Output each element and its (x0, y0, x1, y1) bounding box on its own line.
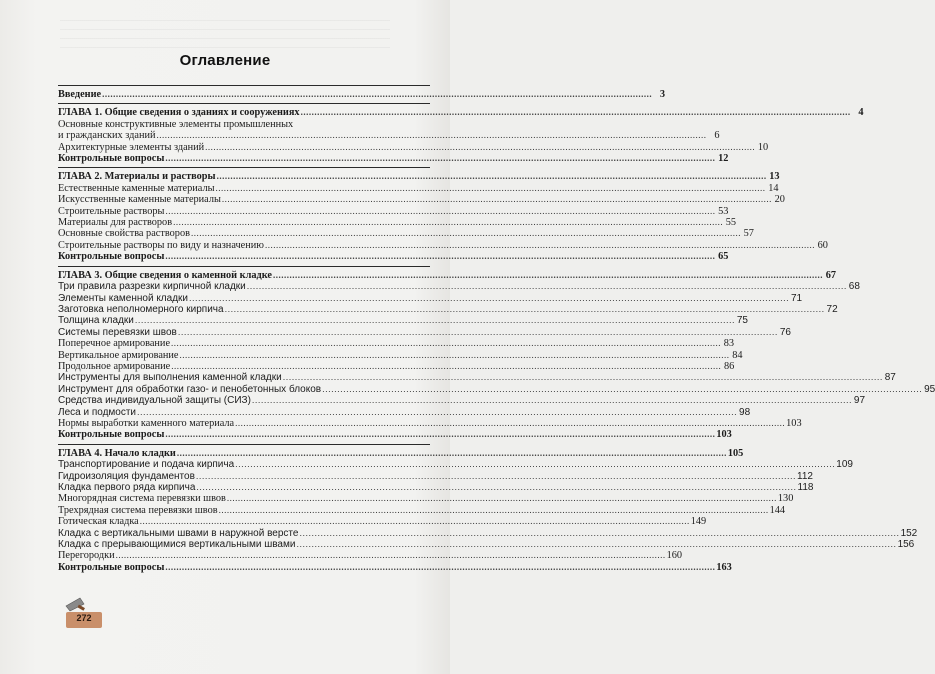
toc-entry-page: 14 (768, 182, 779, 194)
table-of-contents (58, 82, 935, 573)
leader-dots: ........................................................................................................................................................................................................ (165, 429, 716, 440)
toc-entry-text: Контрольные вопросы (58, 251, 165, 263)
toc-entry[interactable] (58, 194, 785, 206)
toc-entry-text: Поперечное армирование (58, 338, 171, 350)
toc-entry-page: 105 (727, 447, 744, 459)
leader-dots: ........................................................................................................................................................................................................ (171, 360, 722, 371)
page-number-text: 272 (76, 613, 92, 623)
toc-entry-page: 55 (725, 217, 737, 229)
leader-dots: ........................................................................................................................................................................................................ (177, 326, 778, 337)
leader-dots: ........................................................................................................................................................................................................ (134, 315, 735, 326)
toc-entry-page: 103 (786, 417, 802, 429)
toc-entry-text: Введение (58, 89, 102, 100)
toc-entry-page: 149 (690, 516, 707, 528)
toc-entry-text: Готическая кладка (58, 516, 139, 528)
leader-dots: ........................................................................................................................................................................................................ (115, 550, 666, 561)
page-title: Оглавление (179, 52, 271, 69)
toc-entry-text: и гражданских зданий (58, 130, 156, 142)
leader-dots: ........................................................................................................................................................................................................ (215, 182, 766, 193)
leader-dots: ........................................................................................................................................................................................................ (205, 141, 756, 152)
bleed-through-text (60, 18, 390, 48)
section-divider (58, 85, 430, 86)
leader-dots: ........................................................................................................................................................................................................ (235, 417, 786, 428)
leader-dots: ........................................................................................................................................................................................................ (137, 406, 738, 417)
toc-entry-page: 160 (666, 550, 683, 562)
toc-entry[interactable] (58, 171, 780, 183)
toc-entry[interactable] (58, 417, 802, 429)
toc-entry-text: Системы перевязки швов (58, 326, 177, 338)
toc-entry-text: Инструмент для обработки газо- и пенобетонных блоков (58, 383, 322, 395)
toc-entry[interactable] (58, 107, 864, 119)
toc-entry-text: Контрольные вопросы (58, 153, 165, 165)
leader-dots: ........................................................................................................................................................................................................ (282, 372, 883, 383)
toc-entry-page: 87 (884, 372, 896, 384)
leader-dots: ........................................................................................................................................................................................................ (165, 251, 716, 262)
toc-entry[interactable] (58, 516, 707, 528)
leader-dots: ........................................................................................................................................................................................................ (246, 281, 847, 292)
toc-entry-page: 156 (897, 539, 915, 551)
leader-dots: ........................................................................................................................................................................................................ (251, 395, 853, 406)
toc-entry-text: Архитектурные элементы зданий (58, 141, 205, 153)
toc-entry-text: Искусственные каменные материалы (58, 194, 221, 206)
toc-entry-page: 57 (743, 228, 754, 240)
toc-entry-page: 71 (790, 292, 803, 304)
toc-entry-text: Кладка первого ряда кирпича (58, 482, 196, 493)
toc-entry[interactable] (58, 89, 666, 100)
toc-entry-page: 3 (659, 89, 666, 100)
toc-entry-text: Строительные растворы по виду и назначению (58, 239, 264, 251)
toc-entry-page: 6 (714, 130, 720, 142)
leader-dots: ........................................................................................................................................................................................................ (296, 539, 897, 550)
section-divider (58, 444, 430, 445)
toc-entry-text: Нормы выработки каменного материала (58, 417, 235, 429)
toc-entry[interactable] (58, 303, 838, 315)
toc-entry[interactable] (58, 406, 751, 418)
leader-dots: ........................................................................................................................................................................................................ (226, 493, 777, 504)
toc-entry-page: 97 (853, 395, 866, 407)
toc-entry-text: Три правила разрезки кирпичной кладки (58, 281, 246, 293)
toc-entry[interactable] (58, 349, 743, 361)
toc-entry-text: Элементы каменной кладки (58, 292, 188, 304)
toc-entry-text: Инструменты для выполнения каменной кладки (58, 372, 282, 384)
toc-entry-page: 118 (797, 482, 814, 493)
toc-entry-text: Трехрядная система перевязки швов (58, 504, 218, 516)
toc-entry-page: 144 (769, 504, 786, 516)
leader-dots: ........................................................................................................................................................................................................ (299, 527, 900, 538)
toc-entry-text: Толщина кладки (58, 315, 134, 327)
toc-entry-text: Строительные растворы (58, 205, 165, 217)
toc-entry[interactable] (58, 292, 803, 304)
toc-entry[interactable] (58, 504, 786, 516)
toc-entry-text: Заготовка неполномерного кирпича (58, 303, 224, 315)
leader-dots: ........................................................................................................................................................................................................ (156, 130, 707, 141)
toc-entry[interactable] (58, 217, 737, 229)
toc-entry[interactable] (58, 281, 860, 293)
toc-entry-text: ГЛАВА 3. Общие сведения о каменной кладке (58, 269, 272, 281)
toc-entry[interactable] (58, 130, 720, 142)
toc-entry-text: Продольное армирование (58, 360, 171, 372)
toc-entry-page: 83 (723, 338, 735, 350)
leader-dots: ........................................................................................................................................................................................................ (195, 470, 796, 481)
toc-entry-page: 98 (739, 406, 751, 418)
toc-entry[interactable] (58, 539, 915, 551)
leader-dots: ........................................................................................................................................................................................................ (272, 269, 823, 280)
toc-entry-page: 130 (777, 493, 794, 505)
toc-entry-text: Леса и подмости (58, 406, 137, 418)
toc-entry[interactable] (58, 239, 828, 251)
toc-entry-page: 103 (716, 429, 732, 441)
toc-entry-page: 86 (723, 360, 735, 372)
toc-entry[interactable] (58, 429, 732, 441)
toc-entry-page: 68 (848, 281, 860, 293)
leader-dots: ........................................................................................................................................................................................................ (190, 228, 741, 239)
leader-dots: ........................................................................................................................................................................................................ (171, 338, 722, 349)
toc-entry[interactable] (58, 205, 729, 217)
toc-entry[interactable] (58, 326, 791, 338)
toc-entry[interactable] (58, 493, 794, 505)
toc-entry-page: 95 (924, 383, 935, 395)
leader-dots: ........................................................................................................................................................................................................ (221, 194, 772, 205)
toc-entry-text: Контрольные вопросы (58, 429, 165, 441)
toc-entry-text: Гидроизоляция фундаментов (58, 470, 195, 482)
toc-entry[interactable] (58, 395, 866, 407)
leader-dots: ........................................................................................................................................................................................................ (102, 89, 653, 99)
leader-dots: ........................................................................................................................................................................................................ (173, 217, 724, 228)
toc-entry[interactable] (58, 269, 836, 281)
toc-entry[interactable] (58, 182, 779, 194)
toc-entry-text: Кладка с вертикальными швами в наружной версте (58, 527, 299, 539)
toc-entry-text: ГЛАВА 1. Общие сведения о зданиях и сооружениях (58, 107, 300, 119)
toc-entry-text: Основные свойства растворов (58, 228, 190, 240)
toc-entry-page: 12 (718, 153, 729, 165)
toc-entry[interactable] (58, 470, 813, 482)
toc-entry-page: 20 (774, 194, 785, 206)
toc-entry-text: Перегородки (58, 550, 115, 562)
toc-entry-text: Многорядная система перевязки швов (58, 493, 226, 505)
leader-dots: ........................................................................................................................................................................................................ (264, 239, 815, 250)
toc-entry-page: 67 (825, 269, 836, 281)
leader-dots: ........................................................................................................................................................................................................ (139, 516, 690, 527)
page-number (62, 612, 106, 630)
toc-entry-page: 163 (716, 561, 732, 573)
leader-dots: ........................................................................................................................................................................................................ (179, 349, 730, 360)
toc-entry-page: 65 (718, 251, 729, 263)
leader-dots: ........................................................................................................................................................................................................ (165, 561, 716, 572)
toc-entry[interactable] (58, 251, 729, 263)
section-divider (58, 167, 430, 168)
toc-entry[interactable] (58, 550, 683, 562)
toc-entry-page: 72 (826, 303, 838, 315)
toc-entry-text: Основные конструктивные элементы промышленных (58, 118, 294, 130)
toc-entry[interactable] (58, 482, 814, 493)
toc-entry-page: 76 (779, 326, 791, 338)
toc-entry-text: ГЛАВА 4. Начало кладки (58, 447, 176, 459)
toc-entry-text: Кладка с прерывающимися вертикальными швами (58, 539, 296, 551)
toc-entry-text: Контрольные вопросы (58, 561, 165, 573)
toc-entry[interactable] (58, 228, 754, 240)
toc-entry[interactable] (58, 338, 735, 350)
toc-entry-text: Вертикальное армирование (58, 349, 179, 361)
toc-entry-page: 10 (757, 141, 769, 153)
leader-dots: ........................................................................................................................................................................................................ (165, 205, 716, 216)
leader-dots: ........................................................................................................................................................................................................ (224, 303, 825, 314)
toc-entry[interactable] (58, 141, 769, 153)
leader-dots: ........................................................................................................................................................................................................ (235, 459, 836, 470)
toc-entry-text: Естественные каменные материалы (58, 182, 215, 194)
toc-entry-text: Средства индивидуальной защиты (СИЗ) (58, 395, 251, 407)
toc-entry[interactable] (58, 153, 729, 165)
toc-entry-page: 112 (797, 470, 813, 482)
toc-entry[interactable] (58, 447, 744, 459)
toc-entry[interactable] (58, 315, 748, 327)
toc-entry-page: 84 (732, 349, 743, 361)
leader-dots: ........................................................................................................................................................................................................ (322, 383, 923, 394)
toc-entry-text: Материалы для растворов (58, 217, 173, 229)
leader-dots: ........................................................................................................................................................................................................ (216, 171, 767, 182)
toc-entry[interactable] (58, 372, 896, 384)
toc-entry-text: Транспортирование и подача кирпича (58, 459, 235, 471)
leader-dots: ........................................................................................................................................................................................................ (165, 153, 716, 164)
leader-dots: ........................................................................................................................................................................................................ (300, 107, 851, 118)
section-divider (58, 103, 430, 104)
toc-entry-page: 53 (718, 205, 729, 217)
toc-entry-page: 13 (769, 171, 780, 183)
toc-entry[interactable] (58, 527, 918, 539)
section-divider (58, 266, 430, 267)
toc-entry[interactable] (58, 561, 732, 573)
toc-entry-page: 75 (736, 315, 748, 327)
leader-dots: ........................................................................................................................................................................................................ (176, 447, 727, 458)
toc-entry-page: 152 (900, 527, 918, 539)
toc-entry[interactable] (58, 360, 735, 372)
leader-dots: ........................................................................................................................................................................................................ (189, 292, 790, 303)
toc-entry-page: 4 (858, 107, 864, 119)
toc-entry[interactable] (58, 459, 853, 471)
toc-entry-page: 109 (836, 459, 853, 471)
leader-dots: ........................................................................................................................................................................................................ (218, 504, 769, 515)
toc-entry[interactable] (58, 383, 935, 395)
leader-dots: ........................................................................................................................................................................................................ (196, 482, 797, 492)
toc-entry-text: ГЛАВА 2. Материалы и растворы (58, 171, 216, 183)
toc-entry-page: 60 (817, 239, 828, 251)
